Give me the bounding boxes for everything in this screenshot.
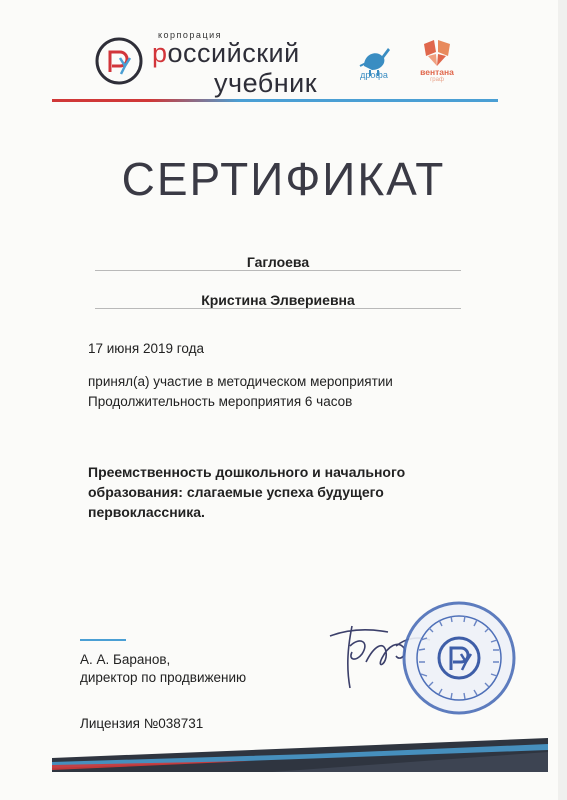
corporate-seal-icon	[401, 600, 517, 716]
brand-line-1-rest: оссийский	[167, 38, 300, 68]
signer-position: директор по продвижению	[80, 670, 247, 685]
event-title-line: первоклассника.	[88, 504, 205, 520]
signer-block	[80, 651, 246, 687]
event-title-line: Преемственность дошкольного и начального	[88, 464, 406, 480]
ventana-label: вентана	[420, 67, 454, 77]
recipient-surname: Гаглоева	[246, 254, 310, 270]
duration-line: Продолжительность мероприятия 6 часов	[88, 394, 353, 409]
brand-line-2: учебник	[214, 68, 318, 98]
signer-accent-rule	[80, 639, 126, 641]
event-title	[88, 462, 418, 522]
header-divider	[52, 99, 498, 102]
rossiyskiy-uchebnik-logo-icon	[94, 36, 144, 86]
signer-name: А. А. Баранов,	[80, 652, 171, 667]
bottom-decorative-band	[52, 732, 548, 772]
license-number: Лицензия №038731	[80, 716, 204, 731]
drofa-label: дрофа	[360, 70, 388, 80]
brand-accent-letter: р	[152, 38, 168, 68]
given-names-underline	[95, 308, 461, 309]
participation-text	[88, 372, 393, 412]
certificate-title: СЕРТИФИКАТ	[121, 153, 446, 205]
brand-subtitle: корпорация	[158, 30, 222, 40]
page-edge-shadow	[558, 0, 567, 800]
brand-line-1	[152, 38, 300, 69]
certificate-date: 17 июня 2019 года	[88, 341, 204, 356]
participation-line: принял(а) участие в методическом мероприятии	[88, 374, 393, 389]
recipient-given-names: Кристина Элвериевна	[201, 292, 355, 308]
surname-underline	[95, 270, 461, 271]
event-title-line: образования: слагаемые успеха будущего	[88, 484, 384, 500]
ventana-sublabel: граф	[430, 77, 444, 83]
